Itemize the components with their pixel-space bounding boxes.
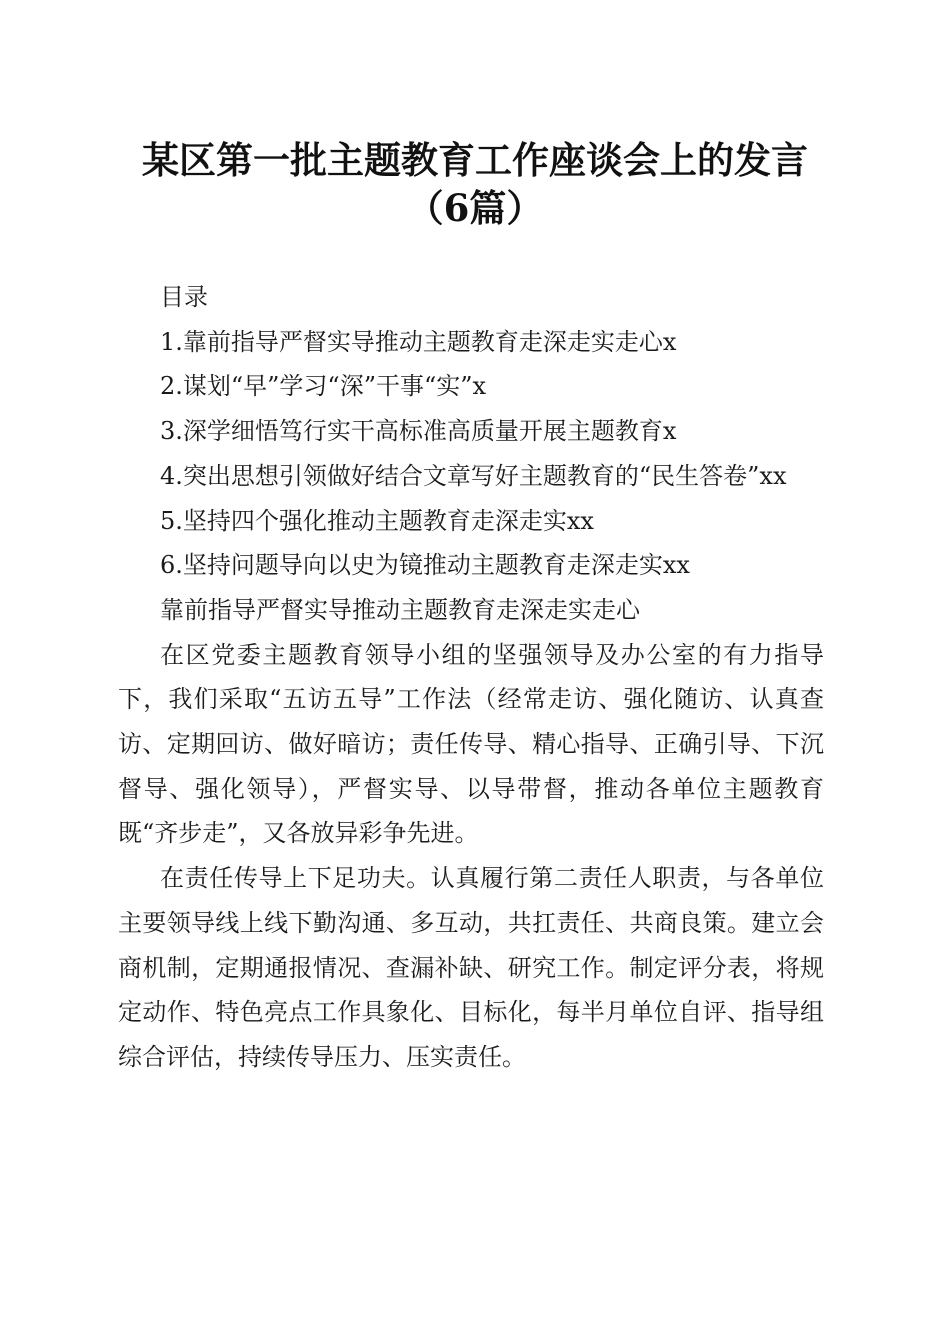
toc-item-6: 6.坚持问题导向以史为镜推动主题教育走深走实xx	[160, 551, 690, 580]
toc-heading: 目录	[160, 283, 208, 311]
section-heading: 靠前指导严督实导推动主题教育走深走实走心	[160, 595, 640, 624]
toc-item-3: 3.深学细悟笃行实干高标准高质量开展主题教育x	[160, 417, 677, 446]
document-body	[118, 275, 824, 1080]
toc-item-1: 1.靠前指导严督实导推动主题教育走深走实走心x	[160, 327, 677, 356]
body-paragraph-2: 在责任传导上下足功夫。认真履行第二责任人职责，与各单位主要领导线上线下勤沟通、多互动，共扛责任、共商良策。建立会商机制，定期通报情况、查漏补缺、研究工作。制定评分表，将规定动作、特色亮点工作具象化、目标化，每半月单位自评、指导组综合评估，持续传导压力、压实责任。	[118, 864, 824, 1071]
toc-item-5: 5.坚持四个强化推动主题教育走深走实xx	[160, 506, 594, 535]
body-paragraph-1: 在区党委主题教育领导小组的坚强领导及办公室的有力指导下，我们采取“五访五导”工作法（经常走访、强化随访、认真查访、定期回访、做好暗访；责任传导、精心指导、正确引导、下沉督导、强化领导），严督实导、以导带督，推动各单位主题教育既“齐步走”，又各放异彩争先进。	[118, 640, 824, 848]
toc-item-4: 4.突出思想引领做好结合文章写好主题教育的“民生答卷”xx	[160, 461, 787, 490]
document-title: 某区第一批主题教育工作座谈会上的发言（6篇）	[142, 138, 808, 230]
toc-item-2: 2.谋划“早”学习“深”干事“实”x	[160, 372, 487, 401]
